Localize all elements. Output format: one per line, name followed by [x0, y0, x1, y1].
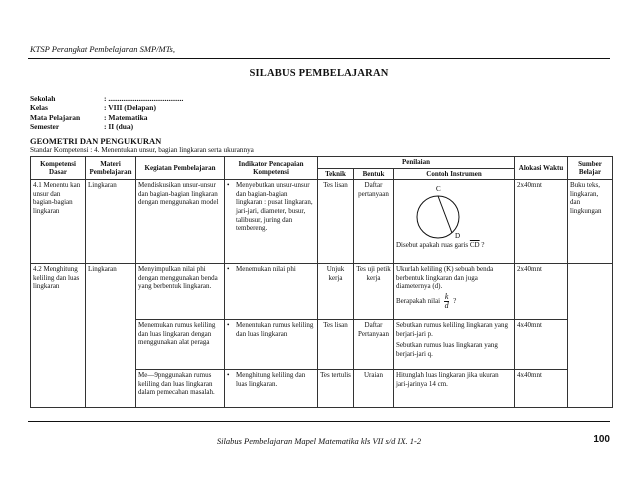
- fraction: [444, 293, 450, 310]
- bullet-icon: •: [227, 181, 230, 190]
- footer-text: Silabus Pembelajaran Mapel Matematika kls VII s/d IX. 1-2: [216, 436, 422, 446]
- cell-sumber: Buku teks, lingkaran, dan lingkungan: [568, 180, 613, 264]
- cell-kegiatan: Menemukan rumus keliling dan luas lingkaran dengan menggunakan alat peraga: [136, 320, 225, 370]
- indikator-text: Menentukan rumus keliling dan luas lingkaran: [236, 321, 314, 338]
- info-row-semester: [30, 122, 183, 131]
- col-kompetensi: Kompetensi Dasar: [31, 157, 86, 180]
- footer-divider: [28, 421, 610, 422]
- cell-teknik: Tes lisan: [318, 320, 354, 370]
- cell-indikator: [225, 264, 318, 320]
- cell-contoh: [394, 180, 515, 264]
- cell-alokasi: 4x40mnt: [515, 370, 568, 408]
- col-kegiatan: Kegiatan Pembelajaran: [136, 157, 225, 180]
- cell-indikator: [225, 320, 318, 370]
- cell-alokasi: 2x40mnt: [515, 180, 568, 264]
- question-mark: ?: [453, 297, 457, 306]
- info-key: Sekolah: [30, 94, 56, 103]
- question-text: Berapakah nilai: [396, 297, 441, 306]
- col-contoh: Contoh Instrumen: [394, 168, 515, 180]
- info-value: : II (dua): [104, 121, 134, 131]
- info-row-mapel: [30, 113, 183, 122]
- circle-figure: [396, 181, 513, 241]
- cell-bentuk: Daftar Pertanyaan: [354, 320, 394, 370]
- fraction-denominator: d: [444, 300, 449, 310]
- info-value: : VIII (Delapan): [104, 103, 156, 113]
- cell-materi: Lingkaran: [86, 180, 136, 264]
- table-row: [31, 180, 613, 264]
- cell-kegiatan: Me—9pnggunakan rumus keliling dan luas lingkaran dalam pemecahan masalah.: [136, 370, 225, 408]
- cell-indikator: [225, 370, 318, 408]
- cell-indikator: [225, 180, 318, 264]
- indikator-text: Menghitung keliling dan luas lingkaran.: [236, 371, 306, 388]
- cell-kompetensi: 4.2 Menghitung keliling dan luas lingkaran: [31, 264, 86, 408]
- question-text: Disebut apakah ruas garis: [396, 241, 469, 250]
- question-mark: ?: [481, 241, 485, 250]
- section-title: GEOMETRI DAN PENGUKURAN: [30, 136, 162, 146]
- segment-cd: $\overline{CD}$: [469, 241, 480, 250]
- header-divider: [28, 58, 610, 59]
- indikator-text: Menyebutkan unsur-unsur dan bagian-bagian lingkaran : pusat lingkaran, jari-jari, diameter, busur, talibusur, juring dan tembereng.: [236, 181, 313, 233]
- cell-sumber: [568, 264, 613, 408]
- header-subtitle: KTSP Perangkat Pembelajaran SMP/MTs,: [30, 44, 175, 54]
- cell-teknik: Unjuk kerja: [318, 264, 354, 320]
- standar-kompetensi: Standar Kompetensi : 4. Menentukan unsur, bagian lingkaran serta ukurannya: [30, 146, 254, 154]
- cell-kegiatan: Mendiskusikan unsur-unsur dan bagian-bagian lingkaran dengan menggunakan model: [136, 180, 225, 264]
- info-row-kelas: [30, 103, 183, 112]
- page-number: 100: [593, 434, 610, 445]
- info-key: Semester: [30, 121, 60, 131]
- indikator-text: Menemukan nilai phi: [236, 265, 296, 274]
- cell-kompetensi: 4.1 Menentu kan unsur dan bagian-bagian lingkaran: [31, 180, 86, 264]
- cell-bentuk: Uraian: [354, 370, 394, 408]
- info-key: Mata Pelajaran: [30, 112, 81, 122]
- col-penilaian: Penilaian: [318, 157, 515, 169]
- contoh-question: [396, 241, 512, 250]
- cell-kegiatan: Menyimpulkan nilai phi dengan menggunakan benda yang berbentuk lingkaran.: [136, 264, 225, 320]
- info-value: : Matematika: [104, 112, 148, 122]
- cell-contoh: [394, 264, 515, 320]
- col-teknik: Teknik: [318, 168, 354, 180]
- info-value: : ........................................: [104, 94, 184, 103]
- bullet-icon: •: [227, 371, 230, 380]
- cell-bentuk: Tes uji petik kerja: [354, 264, 394, 320]
- chord-cd: [438, 196, 452, 233]
- cell-alokasi: 4x40mnt: [515, 320, 568, 370]
- cell-teknik: Tes tertulis: [318, 370, 354, 408]
- info-row-sekolah: [30, 94, 183, 103]
- table-row: [31, 264, 613, 320]
- cell-teknik: Tes lisan: [318, 180, 354, 264]
- label-d: D: [455, 232, 461, 241]
- info-key: Kelas: [30, 103, 48, 113]
- school-info: [30, 94, 183, 131]
- col-alokasi: Alokasi Waktu: [515, 157, 568, 180]
- col-sumber: Sumber Belajar: [568, 157, 613, 180]
- contoh-item: Sebutkan rumus luas lingkaran yang berjari-jari q.: [396, 341, 498, 358]
- col-materi: Materi Pembelajaran: [86, 157, 136, 180]
- contoh-item: Sebutkan rumus keliling lingkaran yang berjari-jari p.: [396, 321, 508, 338]
- contoh-question: [396, 293, 512, 310]
- cell-contoh: [394, 320, 515, 370]
- cell-alokasi: 2x40mnt: [515, 264, 568, 320]
- bullet-icon: •: [227, 265, 230, 274]
- cell-contoh: Hitunglah luas lingkaran jika ukuran jari-jarinya 14 cm.: [394, 370, 515, 408]
- col-indikator: Indikator Pencapaian Kompetensi: [225, 157, 318, 180]
- cell-bentuk: Daftar pertanyaan: [354, 180, 394, 264]
- bullet-icon: •: [227, 321, 230, 330]
- syllabus-table: [30, 156, 613, 408]
- circle-shape: [417, 196, 461, 241]
- contoh-text: Ukurlah keliling (K) sebuah benda berbentuk lingkaran dan juga diameternya (d).: [396, 265, 494, 291]
- cell-materi: Lingkaran: [86, 264, 136, 408]
- label-c: C: [436, 185, 441, 194]
- col-bentuk: Bentuk: [354, 168, 394, 180]
- fraction-numerator: k: [444, 291, 449, 301]
- circle-diagram: [396, 181, 512, 241]
- document-title: SILABUS PEMBELAJARAN: [249, 68, 389, 79]
